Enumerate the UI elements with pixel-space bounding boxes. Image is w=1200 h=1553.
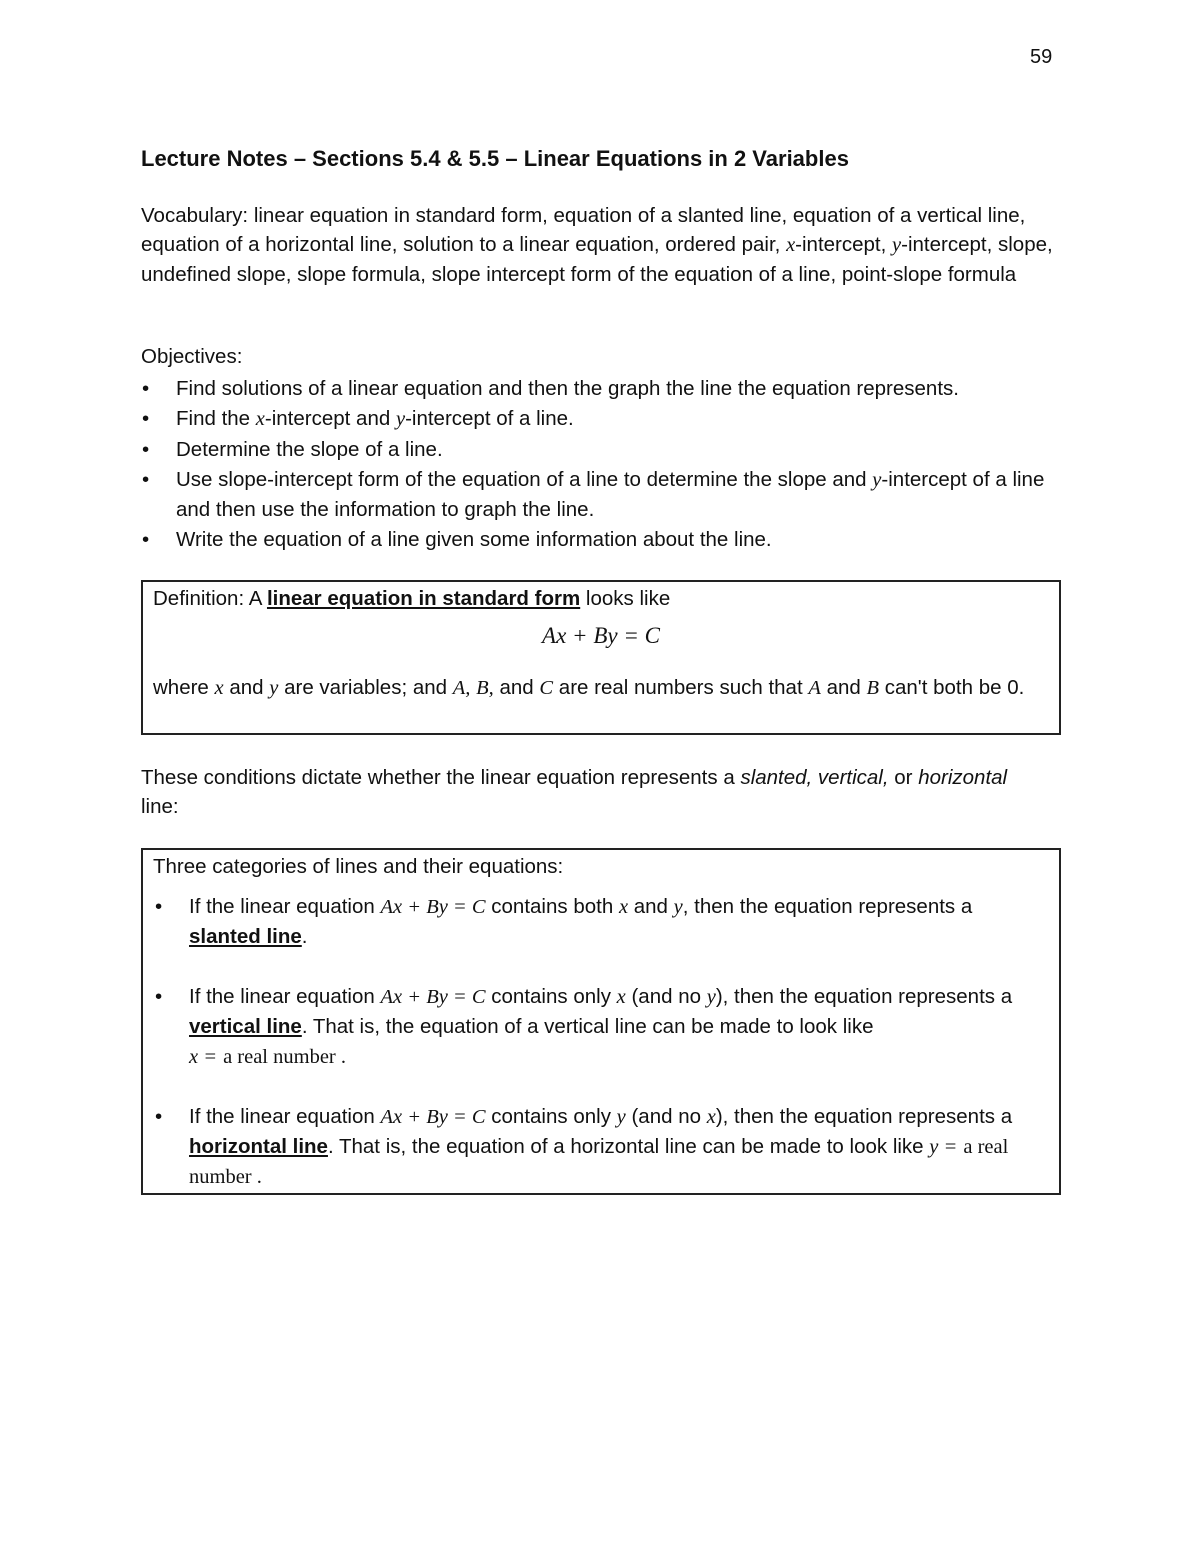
bullet-icon: • xyxy=(155,985,163,1008)
definition-text-real: are real numbers such that xyxy=(558,676,803,699)
objective-4-y-var: y xyxy=(872,469,882,491)
list-item xyxy=(141,404,1061,434)
definition-text-and: and xyxy=(229,676,264,699)
category-1-x-var: x xyxy=(618,896,629,918)
list-item xyxy=(141,525,1061,554)
page-title: Lecture Notes – Sections 5.4 & 5.5 – Linear Equations in 2 Variables xyxy=(141,146,849,171)
vocabulary-x-var: x xyxy=(786,234,796,256)
definition-B-var: B, xyxy=(476,677,494,699)
category-2-text-d: ), then the equation represents a xyxy=(715,985,1013,1008)
definition-B-var-2: B xyxy=(866,677,880,699)
category-3-y-var: y xyxy=(616,1106,626,1128)
category-1-text-b: contains both xyxy=(491,895,614,918)
category-3-text-e: . That is, the equation of a horizontal line can be made to look like xyxy=(327,1135,924,1158)
category-2-equation: Ax + By = C xyxy=(380,986,486,1008)
category-1-text-e: . xyxy=(301,925,308,948)
objective-5-text: Write the equation of a line given some information about the line. xyxy=(176,528,772,551)
category-2-text-e: . That is, the equation of a vertical line can be made to look like xyxy=(301,1015,874,1038)
vocabulary-text-2: -intercept, xyxy=(795,233,887,256)
category-3-equation-rhs: a real number . xyxy=(189,1136,1009,1188)
category-2-equation-lhs: x = xyxy=(189,1046,218,1068)
bullet-icon: • xyxy=(155,895,163,918)
list-item xyxy=(141,435,1061,464)
category-3-text-c: (and no xyxy=(631,1105,701,1128)
category-2-equation-rhs: a real number . xyxy=(223,1046,347,1068)
horizontal-line-term: horizontal line xyxy=(189,1135,328,1158)
conditions-italic-2: horizontal xyxy=(918,766,1008,789)
category-3-text-a: If the linear equation xyxy=(189,1105,375,1128)
vocabulary-text-1: linear equation in standard form, equation of a slanted line, equation of a vertical line, equation of a horizontal line, solution to a linear equation, ordered pair, xyxy=(141,204,1026,256)
bullet-icon: • xyxy=(155,1105,163,1128)
slanted-line-term: slanted line xyxy=(189,925,302,948)
page-number: 59 xyxy=(1030,46,1053,68)
objective-2-y-var: y xyxy=(395,408,406,430)
list-item xyxy=(141,374,1061,403)
category-2-text-c: (and no xyxy=(631,985,701,1008)
categories-heading: Three categories of lines and their equations: xyxy=(153,855,564,878)
objective-2-text-a: Find the xyxy=(176,407,251,430)
objectives-list xyxy=(141,374,1061,555)
category-3-equation: Ax + By = C xyxy=(380,1106,486,1128)
category-2-text-a: If the linear equation xyxy=(189,985,375,1008)
definition-text-variables: are variables; and xyxy=(284,676,448,699)
categories-box xyxy=(141,848,1061,1195)
category-1-text-c: and xyxy=(633,895,668,918)
objective-4-text-a: Use slope-intercept form of the equation of a line to determine the slope and xyxy=(176,468,867,491)
conditions-paragraph xyxy=(141,763,1041,821)
vocabulary-label: Vocabulary: xyxy=(141,204,249,227)
category-1-text-d: , then the equation represents a xyxy=(682,895,973,918)
category-1-equation: Ax + By = C xyxy=(380,896,486,918)
definition-y-var: y xyxy=(269,677,279,699)
definition-text-cant: can't both be 0. xyxy=(884,676,1025,699)
definition-text-and-2: and xyxy=(499,676,534,699)
definition-C-var: C xyxy=(539,677,554,699)
definition-term: linear equation in standard form xyxy=(266,587,581,610)
definition-text-where: where xyxy=(153,676,209,699)
definition-x-var: x xyxy=(214,677,224,699)
objective-2-x-var: x xyxy=(255,408,265,430)
objective-4-text-b: -intercept of a line and then use the information to graph the line. xyxy=(176,468,1045,521)
conditions-end: line: xyxy=(141,795,179,818)
category-2-y-var: y xyxy=(706,986,716,1008)
definition-conditions xyxy=(153,672,1053,704)
objectives-heading: Objectives: xyxy=(141,345,243,368)
vocabulary-text-3: -intercept, slope, undefined slope, slope formula, slope intercept form of the equation of a line, point-slope formula xyxy=(141,233,1053,286)
category-1-y-var: y xyxy=(673,896,683,918)
definition-A-var-2: A xyxy=(808,677,821,699)
definition-suffix: looks like xyxy=(585,587,671,610)
definition-prefix: Definition: A xyxy=(153,587,262,610)
category-2-x-var: x xyxy=(616,986,626,1008)
category-2-text-b: contains only xyxy=(491,985,611,1008)
conditions-or: or xyxy=(894,766,913,789)
objective-3-text: Determine the slope of a line. xyxy=(176,438,443,461)
definition-A-var: A, xyxy=(452,677,471,699)
vocabulary-y-var: y xyxy=(892,234,902,256)
definition-box xyxy=(141,580,1061,735)
list-item xyxy=(141,465,1061,524)
conditions-italic: slanted, vertical, xyxy=(740,766,889,789)
conditions-text: These conditions dictate whether the linear equation represents a xyxy=(141,766,735,789)
objective-2-text-c: -intercept of a line. xyxy=(405,407,574,430)
definition-intro xyxy=(153,585,670,613)
objective-2-text-b: -intercept and xyxy=(264,407,391,430)
definition-text-and-3: and xyxy=(826,676,861,699)
category-3-text-d: ), then the equation represents a xyxy=(715,1105,1013,1128)
category-3-x-var: x xyxy=(706,1106,716,1128)
vertical-line-term: vertical line xyxy=(189,1015,302,1038)
vocabulary-paragraph xyxy=(141,201,1061,289)
category-3-text-b: contains only xyxy=(491,1105,611,1128)
objective-1-text: Find solutions of a linear equation and then the graph the line the equation represents. xyxy=(176,377,959,400)
category-3-equation-lhs: y = xyxy=(929,1136,958,1158)
standard-form-equation: Ax + By = C xyxy=(542,623,660,648)
category-1-text-a: If the linear equation xyxy=(189,895,375,918)
